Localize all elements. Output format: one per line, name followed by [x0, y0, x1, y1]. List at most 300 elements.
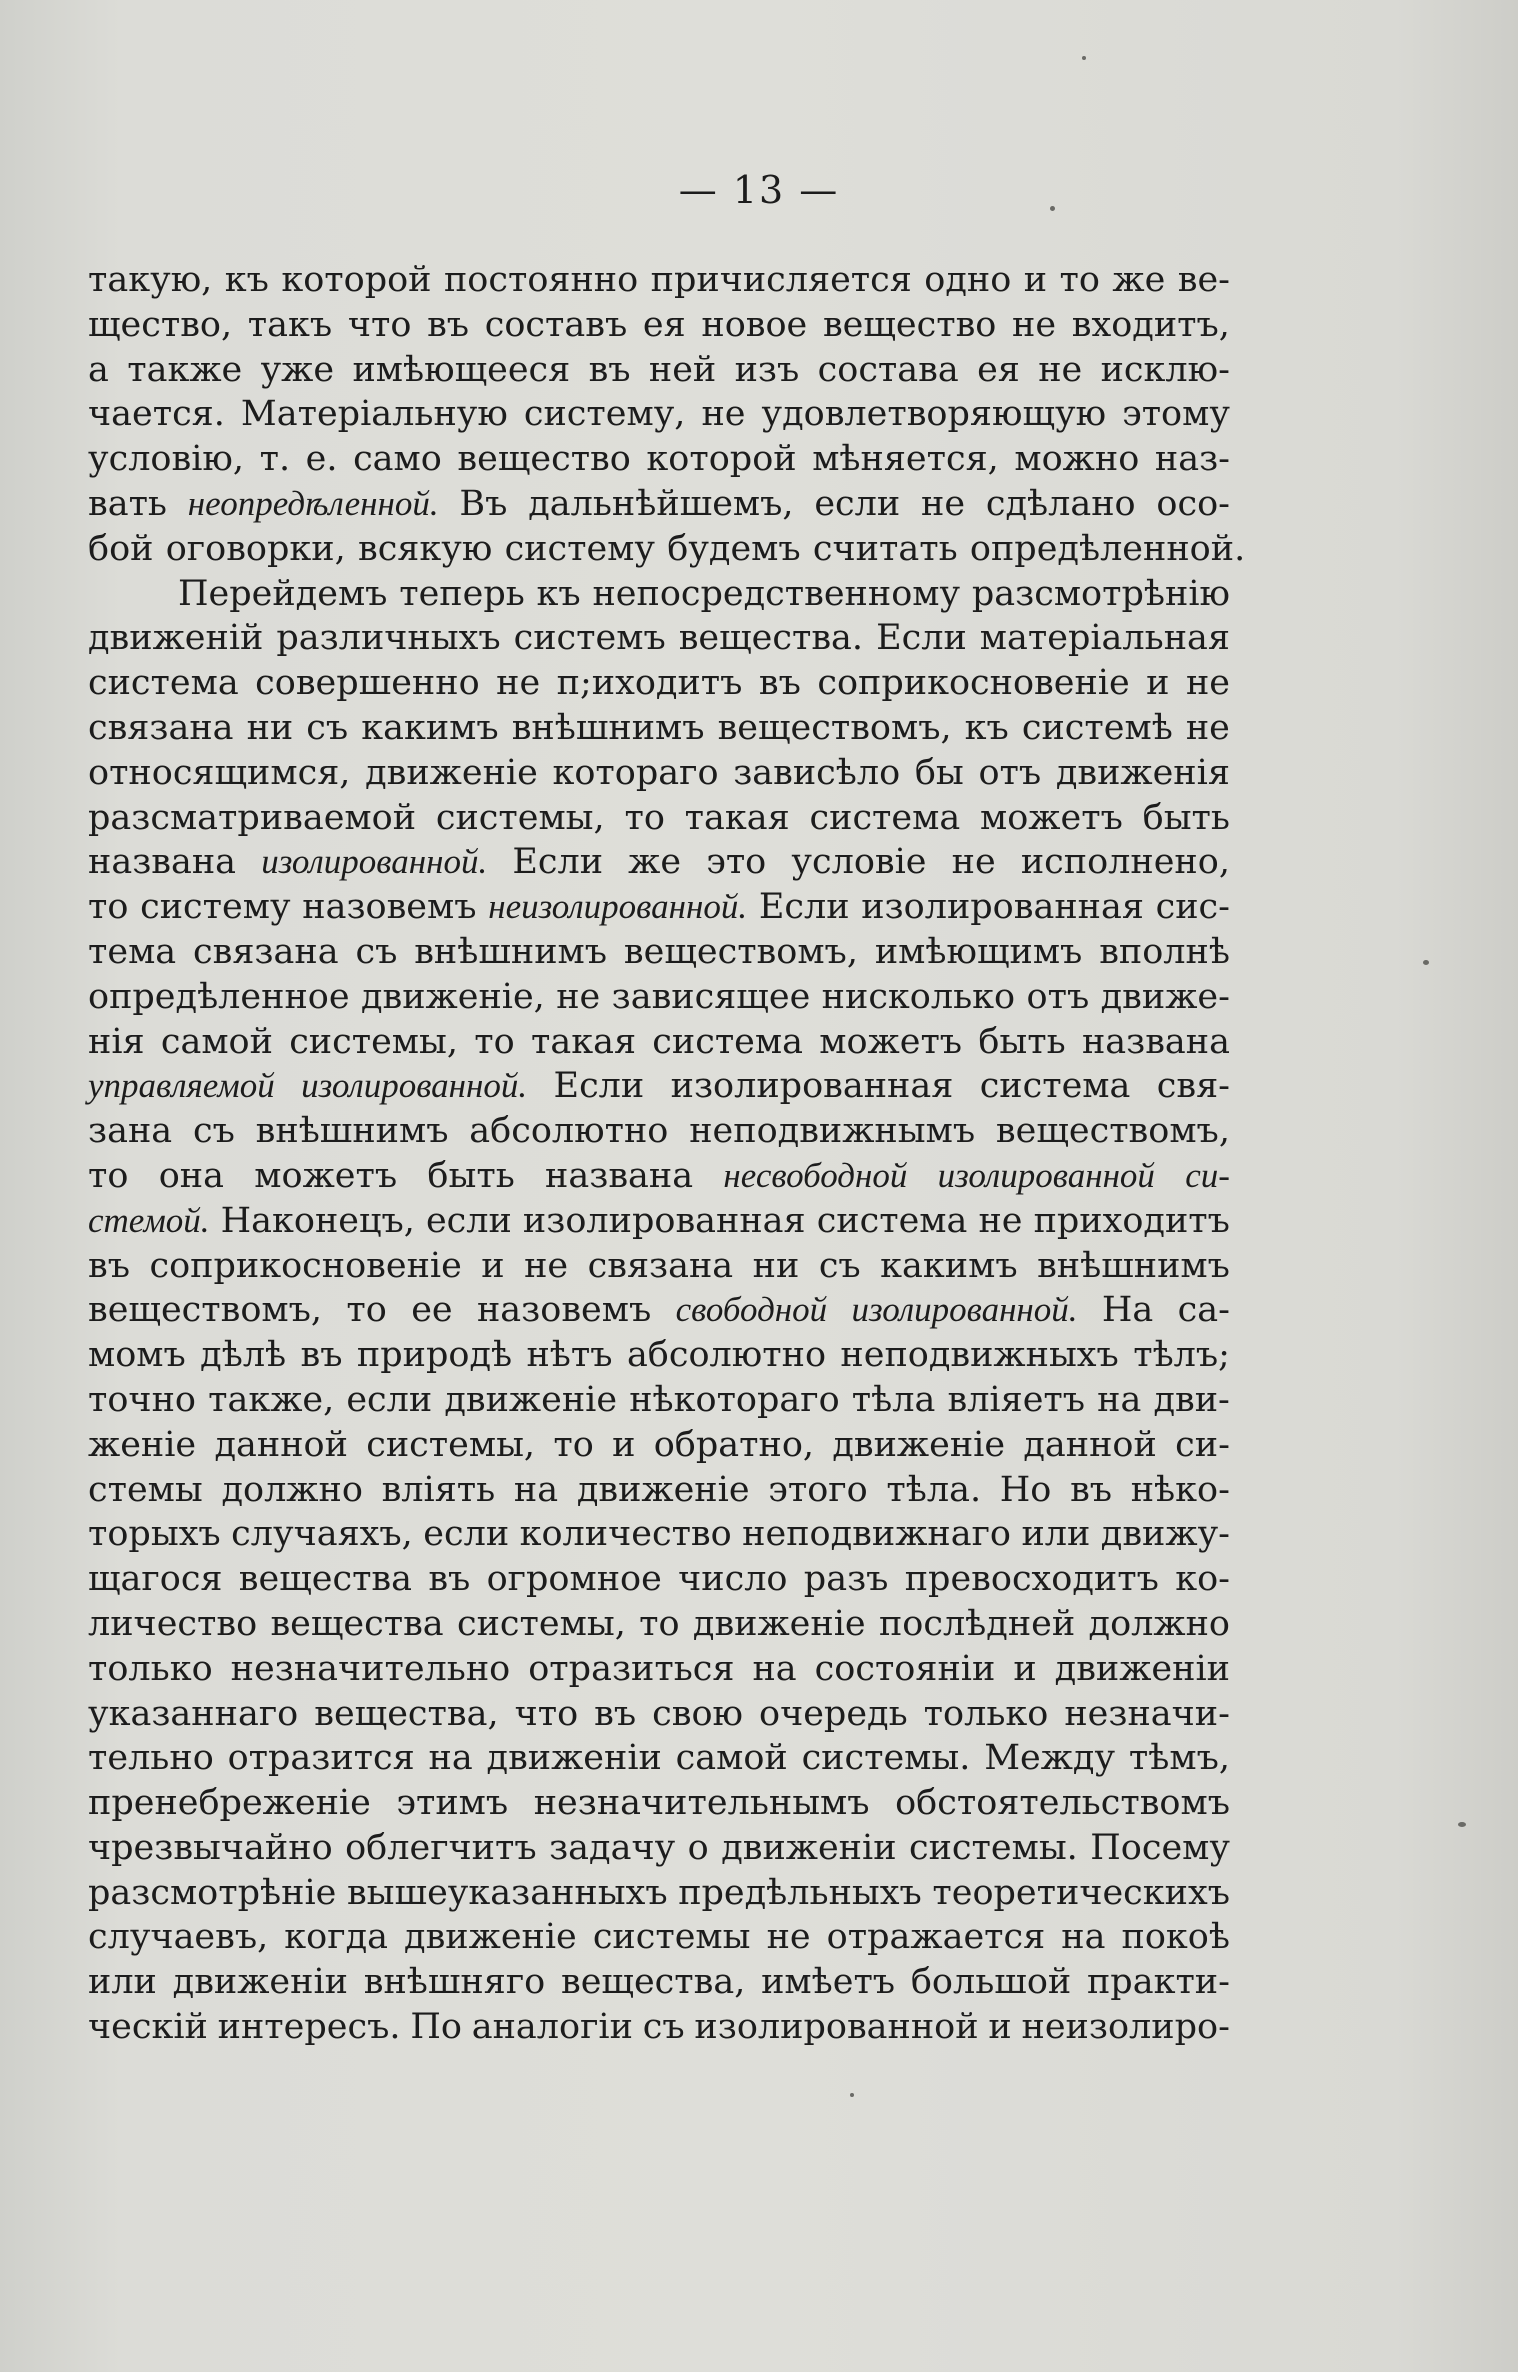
word: практи-: [1086, 1962, 1230, 2003]
text-line: [88, 258, 1230, 303]
word: случаевъ,: [88, 1917, 269, 1958]
word: относящимся,: [88, 752, 351, 793]
word: не: [524, 1245, 569, 1286]
word: Перейдемъ: [178, 573, 388, 614]
word: этому: [1122, 394, 1230, 435]
text-line: [88, 1378, 1230, 1423]
word: съ: [355, 931, 398, 972]
word: отражается: [826, 1917, 1046, 1958]
word: т.: [259, 439, 291, 480]
word: систему: [140, 887, 291, 928]
text-line: [88, 1736, 1230, 1781]
word: чрезвычайно: [88, 1827, 333, 1868]
word: не: [766, 1917, 811, 1958]
word: тельно: [88, 1738, 214, 1779]
text-line: [88, 392, 1230, 437]
word: условію,: [88, 439, 244, 480]
word: интересъ.: [217, 2007, 401, 2048]
word: также,: [208, 1379, 335, 1420]
word: же: [1112, 260, 1166, 300]
word: самой: [160, 1021, 273, 1062]
word: о: [687, 1827, 709, 1868]
word: на: [1061, 1917, 1106, 1958]
word: котораго: [552, 752, 719, 793]
word: нѣтъ: [526, 1335, 613, 1376]
word: превосходитъ: [904, 1559, 1159, 1600]
word: Посему: [1090, 1827, 1230, 1868]
text-line: [88, 572, 1230, 617]
word: совершенно: [255, 663, 480, 704]
word: и: [612, 1424, 636, 1465]
word: не: [921, 483, 966, 524]
text-line: [88, 1109, 1230, 1154]
text-line: [88, 1826, 1230, 1871]
italic-word: неизолированной.: [488, 887, 748, 927]
word: На: [1101, 1290, 1154, 1331]
word: то: [88, 887, 129, 928]
word: имѣющимъ: [874, 931, 1083, 972]
word: также: [127, 349, 243, 390]
word: условіе: [791, 842, 927, 883]
word: Если: [758, 887, 850, 928]
word: движенія: [1055, 752, 1230, 793]
word: вещества.: [678, 618, 864, 659]
word: дви-: [1153, 1379, 1230, 1420]
word: а: [88, 349, 109, 390]
word: нѣкотораго: [629, 1379, 840, 1420]
text-line: [88, 1871, 1230, 1916]
word: женіе: [88, 1424, 197, 1465]
word: соприкосновеніе: [817, 663, 1130, 704]
word: постоянно: [443, 260, 639, 300]
word: быть: [427, 1155, 515, 1196]
word: же: [628, 842, 682, 883]
word: такъ: [247, 304, 333, 345]
text-line: [88, 796, 1230, 841]
word: быть: [1142, 797, 1230, 838]
word: не: [496, 663, 541, 704]
word: можетъ: [980, 797, 1123, 838]
word: если: [425, 1200, 512, 1241]
paper-speck: [850, 2093, 854, 2097]
text-line: [88, 1915, 1230, 1960]
word: система: [809, 797, 961, 838]
word: она: [158, 1155, 224, 1196]
word: системы: [592, 1917, 751, 1958]
word: данной: [1023, 1424, 1157, 1465]
word: ея: [642, 304, 686, 345]
word: тѣла: [851, 1379, 936, 1420]
word: щество,: [88, 304, 233, 345]
text-line: [88, 1333, 1230, 1378]
word: движеніи: [721, 1827, 897, 1868]
word: изъ: [734, 349, 800, 390]
word: различныхъ: [276, 618, 501, 659]
word: ческій: [88, 2007, 208, 2048]
word: если: [346, 1379, 433, 1420]
word: къ: [224, 260, 269, 300]
word: зана: [88, 1111, 173, 1152]
word: этимъ: [396, 1783, 509, 1824]
word: систему: [504, 528, 655, 569]
word: которой: [646, 439, 797, 480]
text-line: [88, 482, 1230, 527]
word: системы,: [435, 797, 605, 838]
word: должно: [221, 1469, 363, 1510]
word: бы: [914, 752, 964, 793]
word: въ: [758, 663, 801, 704]
word: съ: [642, 2007, 685, 2048]
text-line: [88, 930, 1230, 975]
word: названа: [88, 842, 237, 883]
word: не: [701, 394, 746, 435]
word: какимъ: [361, 707, 499, 748]
word: внѣшнимъ: [511, 707, 705, 748]
word: нѣко-: [1130, 1469, 1230, 1510]
word: зависѣло: [733, 752, 901, 793]
word: стемы: [88, 1469, 203, 1510]
word: данной: [214, 1424, 348, 1465]
word: абсолютно: [626, 1335, 827, 1376]
word: какимъ: [880, 1245, 1018, 1286]
word: и: [988, 2007, 1012, 2048]
text-line: [88, 661, 1230, 706]
word: если: [423, 1514, 510, 1555]
word: которой: [281, 260, 432, 300]
text-line: [88, 1692, 1230, 1737]
word: соприкосновеніе: [149, 1245, 462, 1286]
word: будемъ: [667, 528, 801, 569]
word: отразится: [227, 1738, 415, 1779]
word: осо-: [1156, 483, 1230, 524]
word: тѣлъ;: [1133, 1335, 1230, 1376]
word: движеніи: [1054, 1648, 1230, 1689]
word: пренебреженіе: [88, 1783, 371, 1824]
word: назовемъ: [302, 887, 477, 928]
word: веществомъ,: [717, 707, 952, 748]
word: Между: [984, 1738, 1116, 1779]
word: исклю-: [1100, 349, 1230, 390]
word: нія: [88, 1021, 145, 1062]
word: системъ: [513, 618, 666, 659]
italic-word: изолированной.: [851, 1290, 1078, 1330]
word: движеній: [88, 618, 264, 659]
text-line: [88, 1423, 1230, 1468]
word: вещество: [457, 439, 631, 480]
word: Наконецъ,: [220, 1200, 415, 1241]
word: покоѣ: [1121, 1917, 1230, 1958]
word: наз-: [1154, 439, 1230, 480]
word: состава: [817, 349, 959, 390]
word: уже: [260, 349, 335, 390]
word: мѣняется,: [812, 439, 999, 480]
word: и: [1023, 260, 1048, 300]
word: отъ: [1026, 976, 1090, 1017]
text-line: [88, 303, 1230, 348]
word: внѣшнимъ: [414, 931, 608, 972]
word: сис-: [1155, 887, 1230, 928]
word: движеніи: [486, 1738, 662, 1779]
word: то: [474, 1021, 515, 1062]
word: можетъ: [254, 1155, 398, 1196]
italic-word: изолированной.: [261, 842, 488, 882]
text-line: [88, 616, 1230, 661]
word: незначительно: [230, 1648, 511, 1689]
paper-speck: [1050, 206, 1055, 211]
word: дѣлѣ: [200, 1335, 287, 1376]
word: всякую: [357, 528, 493, 569]
text-line: [88, 527, 1246, 572]
word: состояніи: [814, 1648, 996, 1689]
word: личество: [88, 1603, 258, 1644]
word: съ: [192, 1111, 235, 1152]
word: не: [1038, 349, 1083, 390]
word: движеніе,: [360, 976, 545, 1017]
word: названа: [1081, 1021, 1230, 1062]
word: большой: [910, 1962, 1072, 2003]
word: система: [88, 663, 239, 704]
word: самой: [675, 1738, 788, 1779]
word: назовемъ: [476, 1290, 652, 1331]
word: то: [88, 1155, 129, 1196]
word: въ: [427, 304, 470, 345]
text-line: [88, 840, 1230, 885]
word: са-: [1177, 1290, 1230, 1331]
word: Если: [512, 842, 604, 883]
word: Если: [553, 1066, 645, 1107]
word: Если: [876, 618, 967, 659]
text-line: [88, 348, 1230, 393]
word: изолированная: [861, 887, 1144, 928]
word: задачу: [549, 1827, 676, 1868]
word: разсмотрѣніе: [88, 1872, 337, 1913]
italic-word: си-: [1185, 1155, 1230, 1195]
word: названа: [545, 1155, 694, 1196]
word: вліяетъ: [947, 1379, 1086, 1420]
text-line: [88, 1288, 1230, 1333]
paper-speck: [1082, 56, 1086, 60]
word: и: [1013, 1648, 1037, 1689]
word: точно: [88, 1379, 196, 1420]
word: ко-: [1175, 1559, 1230, 1600]
word: теоретическихъ: [932, 1872, 1230, 1913]
word: и: [481, 1245, 505, 1286]
word: имѣющееся: [352, 349, 571, 390]
word: По: [410, 2007, 462, 2048]
word: огромное: [486, 1559, 662, 1600]
word: случаяхъ,: [231, 1514, 413, 1555]
text-line: [88, 1199, 1230, 1244]
word: си-: [1175, 1424, 1230, 1465]
word: что: [514, 1693, 579, 1734]
word: неизолиро-: [1021, 2007, 1230, 2048]
word: веществомъ,: [995, 1111, 1230, 1152]
word: момъ: [88, 1335, 186, 1376]
word: обстоятельствомъ: [895, 1783, 1230, 1824]
word: теперь: [399, 573, 525, 614]
word: или: [1021, 1514, 1091, 1555]
word: вполнѣ: [1099, 931, 1230, 972]
word: ея: [977, 349, 1020, 390]
word: ни: [752, 1245, 800, 1286]
word: составъ: [484, 304, 628, 345]
word: движе-: [1100, 976, 1230, 1017]
word: облегчитъ: [345, 1827, 537, 1868]
italic-word: несвободной: [723, 1155, 908, 1195]
word: можетъ: [819, 1021, 963, 1062]
word: щагося: [88, 1559, 223, 1600]
italic-word: стемой.: [88, 1200, 210, 1240]
text-line: [88, 706, 1230, 751]
word: системы.: [801, 1738, 971, 1779]
word: это: [706, 842, 767, 883]
word: такую,: [88, 260, 213, 300]
word: свою: [652, 1693, 743, 1734]
word: когда: [284, 1917, 388, 1958]
word: ни: [246, 707, 294, 748]
word: изолированная: [522, 1200, 806, 1241]
word: движеніи: [172, 1962, 348, 2003]
word: указаннаго: [88, 1693, 299, 1734]
word: этого: [768, 1469, 868, 1510]
text-line: [88, 2005, 1230, 2050]
text-line: [88, 1064, 1230, 1109]
word: свя-: [1156, 1066, 1230, 1107]
word: не: [1012, 304, 1057, 345]
word: обратно,: [653, 1424, 815, 1465]
word: система: [816, 1200, 968, 1241]
word: чается.: [88, 394, 225, 435]
text-line: [88, 437, 1230, 482]
word: въ: [88, 1245, 130, 1286]
word: системѣ: [1021, 707, 1173, 748]
word: послѣдней: [878, 1603, 1076, 1644]
word: разсмотрѣнію: [971, 573, 1230, 614]
word: ней: [648, 349, 717, 390]
word: непосредственному: [592, 573, 961, 614]
word: причисляется: [650, 260, 912, 300]
word: если: [814, 483, 901, 524]
word: внѣшнимъ: [255, 1111, 449, 1152]
text-line: [88, 1020, 1230, 1065]
word: на: [428, 1738, 473, 1779]
word: тѣла.: [886, 1469, 982, 1510]
word: ее: [411, 1290, 453, 1331]
word: число: [678, 1559, 788, 1600]
text-line: [88, 751, 1230, 796]
word: въ: [1070, 1469, 1113, 1510]
word: Въ: [459, 483, 508, 524]
text-line: [88, 1602, 1230, 1647]
word: очередь: [759, 1693, 908, 1734]
word: то: [624, 797, 665, 838]
word: незначи-: [1064, 1693, 1230, 1734]
word: внѣшняго: [363, 1962, 546, 2003]
word: одно: [924, 260, 1012, 300]
word: въ: [594, 1693, 637, 1734]
word: движеніе: [365, 752, 538, 793]
text-line: [88, 975, 1230, 1020]
word: новое: [701, 304, 808, 345]
word: съ: [818, 1245, 861, 1286]
word: п;иходитъ: [556, 663, 743, 704]
word: дальнѣйшемъ,: [528, 483, 794, 524]
word: системы,: [289, 1021, 459, 1062]
text-line: [88, 885, 1230, 930]
word: разсматриваемой: [88, 797, 417, 838]
text-line: [88, 1468, 1230, 1513]
word: можно: [1014, 439, 1140, 480]
word: разъ: [803, 1559, 889, 1600]
word: незначительнымъ: [533, 1783, 870, 1824]
word: вать: [88, 483, 167, 524]
word: внѣшнимъ: [1037, 1245, 1230, 1286]
word: опредѣленной.: [969, 528, 1246, 569]
word: въ: [300, 1335, 343, 1376]
text-line: [88, 1557, 1230, 1602]
word: не: [1185, 663, 1230, 704]
word: Но: [999, 1469, 1052, 1510]
word: исполнено,: [1020, 842, 1230, 883]
word: движеніе: [576, 1469, 750, 1510]
italic-word: свободной: [675, 1290, 828, 1330]
word: что: [347, 304, 412, 345]
word: аналогіи: [471, 2007, 633, 2048]
word: систему,: [523, 394, 686, 435]
word: отъ: [978, 752, 1042, 793]
word: системы.: [908, 1827, 1078, 1868]
word: движеніе: [692, 1603, 866, 1644]
word: изолированной: [694, 2007, 979, 2048]
word: то: [553, 1424, 594, 1465]
word: должно: [1088, 1603, 1230, 1644]
word: только: [88, 1648, 213, 1689]
word: не: [1185, 707, 1230, 748]
word: движеніе: [404, 1917, 577, 1958]
word: съ: [306, 707, 349, 748]
word: къ: [536, 573, 581, 614]
paper-speck: [1458, 1822, 1466, 1827]
word: то: [639, 1603, 680, 1644]
word: и: [1146, 663, 1170, 704]
word: неподвижныхъ: [840, 1335, 1119, 1376]
word: то: [1059, 260, 1100, 300]
word: системы,: [366, 1424, 536, 1465]
word: веществомъ,: [88, 1290, 323, 1331]
word: вещество: [822, 304, 997, 345]
italic-word: управляемой: [88, 1066, 275, 1106]
word: вещества: [270, 1603, 444, 1644]
word: сдѣлано: [985, 483, 1136, 524]
word: опредѣленное: [88, 976, 350, 1017]
text-line: [88, 1647, 1230, 1692]
text-line: [88, 1244, 1230, 1289]
word: само: [353, 439, 442, 480]
word: связана: [193, 931, 339, 972]
text-line: [88, 1960, 1230, 2005]
word: входитъ,: [1071, 304, 1230, 345]
word: то: [346, 1290, 387, 1331]
word: вещества,: [314, 1693, 499, 1734]
word: вышеуказанныхъ: [346, 1872, 668, 1913]
word: движу-: [1100, 1514, 1230, 1555]
word: системы,: [457, 1603, 626, 1644]
word: нисколько: [821, 976, 1016, 1017]
italic-word: изолированной.: [301, 1066, 528, 1106]
word: Матеріальную: [240, 394, 508, 435]
word: е.: [305, 439, 338, 480]
word: на: [1097, 1379, 1142, 1420]
